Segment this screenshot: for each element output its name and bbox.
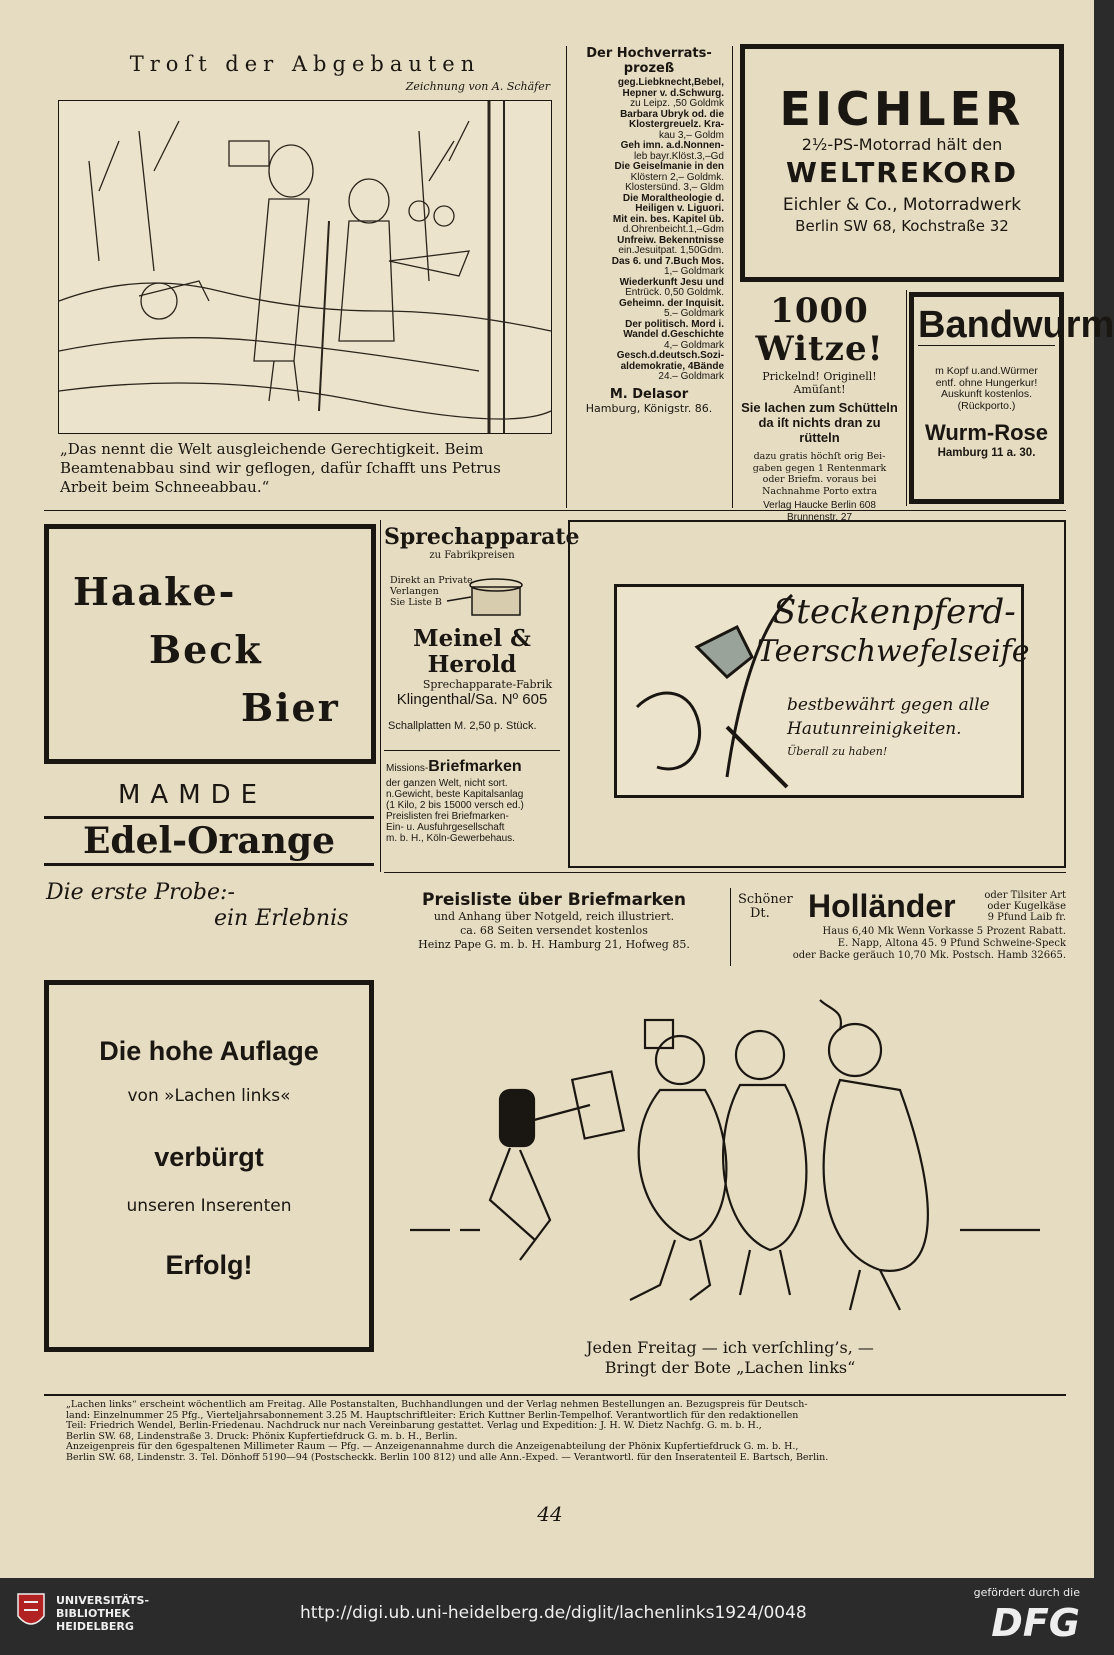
university-seal-icon [14,1590,48,1632]
hochverrat-book-entry: Wiederkunft Jesu und [619,276,724,288]
hochverrat-book-entry: Die Geiselmanie in den [614,161,724,172]
cartoon-credit: Zeichnung von A. Schäfer [405,80,550,93]
hochverrat-book-entry: 24.– Goldmark [658,371,724,382]
bandwurm-text: m Kopf u.and.Würmer [935,365,1038,377]
steckenpferd-claim: Überall zu haben! [787,745,888,758]
column-rule [380,520,381,872]
hochverrat-book-entry: leb bayr.Klöst.3,–Gd [633,150,724,162]
mamde-script: Die erste Probe:- [46,880,235,905]
hochverrat-book-entry: Hepner v. d.Schwurg. [622,87,724,99]
cartoon-top-illustration [58,100,552,434]
haake-beck-ad [44,524,376,764]
preisliste-title: Preisliste über Briefmarken [422,890,686,910]
bandwurm-title: Bandwurm [918,304,1114,346]
hochverrat-ad [568,46,730,415]
auflage-ad [44,980,374,1352]
hochverrat-book-entry: Klostersünd. 3,– Gldm [625,182,724,193]
hochverrat-book-entry: kau 3,– Goldm [658,129,724,141]
snow-shoveling-drawing [59,101,551,433]
library-name: BIBLIOTHEK [56,1607,131,1620]
haake-word: Beck [149,627,263,672]
hochverrat-book-entry: Unfreiw. Bekenntnisse [617,234,724,246]
steckenpferd-claim: Hautunreinigkeiten. [787,719,962,739]
hochverrat-address: Hamburg, Königstr. 86. [585,401,713,415]
funded-by: gefördert durch die [973,1586,1080,1599]
hochverrat-book-entry: geg.Liebknecht,Bebel, [617,77,724,88]
eichler-address: Berlin SW 68, Kochstraße 32 [795,217,1009,235]
hollaender-text: oder Backe geräuch 10,70 Mk. Postsch. Hamb 32665. [792,950,1066,961]
mamde-top: MAMDE [118,780,268,810]
column-rule [566,46,567,508]
sprech-title: Sprechapparate [384,524,580,550]
witze-small: gaben gegen 1 Rentenmark [752,462,887,474]
mamde-brand: Edel-Orange [44,816,374,866]
hollaender-right: oder Tilsiter Art [984,890,1066,901]
sprech-list: Verlangen Sie Liste B [390,586,442,608]
dfg-logo: DFG [991,1601,1080,1645]
hollaender-right: 9 Pfund Laib fr. [987,912,1066,923]
bandwurm-text: Auskunft kostenlos. [940,388,1033,400]
row-rule [44,510,1066,511]
missions-line: Ein- u. Ausfuhrgesellschaft [386,822,505,833]
missions-title: Briefmarken [428,758,522,775]
bandwurm-address: Hamburg 11 a. 30. [937,447,1036,459]
column-rule [906,290,907,506]
hochverrat-publisher: M. Delasor [609,386,689,402]
imprint-line: Teil: Friedrich Wendel, Berlin-Friedenau. Nachdruck nur nach Vereinbarung gestattet. Verlag und Expedition: J. H. W. Dietz Nachfg. G. m. b. H., [66,1420,762,1431]
missions-line: n.Gewicht, beste Kapitalsanlag [386,789,524,800]
witze-small: dazu gratis höchſt orig Bei- [753,451,886,462]
hochverrat-book-entry: Gesch.d.deutsch.Sozi- [616,350,724,361]
witze-street: Brunnenstr. 27 [786,512,853,523]
sprech-brand: Meinel & Herold [413,625,531,678]
hochverrat-book-entry: aldemokratie, 4Bände [620,360,724,372]
sprech-direct: Direkt an Private [390,575,473,586]
hochverrat-book-entry: Heiligen v. Liguori. [635,203,724,214]
hochverrat-book-entry: zu Leipz. ,50 Goldmk [630,98,724,109]
cartoon-caption-line: „Das nennt die Welt ausgleichende Gerechtigkeit. Beim [60,440,484,458]
row-rule [384,872,1066,873]
cartoon-caption-line: Beamtenabbau sind wir geflogen, dafür ſchafft uns Petrus [60,459,501,477]
sprechapparate-ad [384,524,580,744]
imprint-text [66,1400,1041,1463]
preisliste-ad [384,890,724,952]
source-url-link[interactable]: http://digi.ub.uni-heidelberg.de/diglit/lachenlinks1924/0048 [300,1603,807,1623]
steckenpferd-panel [614,584,1030,798]
hochverrat-book-list [568,78,730,383]
hochverrat-title: Der Hochverrats- [586,46,712,61]
hochverrat-book-entry: Barbara Ubryk od. die [620,108,724,120]
missions-line: m. b. H., Köln-Gewerbehaus. [386,833,515,844]
witze-small: Nachnahme Porto extra [762,485,877,497]
auflage-line: verbürgt [154,1142,264,1172]
hochverrat-book-entry: Klostergreuelz. Kra- [628,119,724,130]
sprech-sub: zu Fabrikpreisen [429,550,515,561]
auflage-line: von »Lachen links« [127,1086,291,1106]
sprech-brand-sub: Sprechapparate-Fabrik [422,678,552,691]
hochverrat-book-entry: Klöstern 2,– Goldmk. [630,171,724,183]
preisliste-text: ca. 68 Seiten versendet kostenlos [460,924,648,937]
witze-bold: da iſt nichts dran zu [758,415,881,430]
hollaender-dt: Dt. [750,906,770,921]
column-rule [732,46,733,508]
witze-small: oder Briefm. voraus bei [762,474,877,485]
auflage-line: Erfolg! [165,1250,253,1280]
hollaender-right: oder Kugelkäse [987,901,1066,912]
haake-word: Bier [241,685,340,730]
hochverrat-book-entry: Das 6. und 7.Buch Mos. [611,255,724,267]
witze-title: 1000 Witze! [755,291,884,369]
imprint-line: Berlin SW. 68, Lindenstraße 3. Druck: Phönix Kupfertiefdruck G. m. b. H., Berlin. [66,1430,458,1442]
sprech-city: Klingenthal/Sa. Nº 605 [396,691,548,708]
witze-bold: rütteln [799,430,840,445]
bandwurm-brand: Wurm-Rose [924,420,1049,445]
hollaender-text: Haus 6,40 Mk Wenn Vorkasse 5 Prozent Rabatt. [822,926,1066,937]
sprech-records: Schallplatten M. 2,50 p. Stück. [388,720,537,732]
readers-chasing-courier-drawing [400,1000,1060,1330]
cartoon-title: Troſt der Abgebauten [129,52,481,76]
imprint-rule [44,1394,1066,1396]
hochverrat-book-entry: 1,– Goldmark [663,266,724,277]
steckenpferd-claim: bestbewährt gegen alle [787,695,990,715]
mamde-ad [44,780,374,940]
hollaender-ad [738,888,1066,968]
eichler-slogan: 2½-PS-Motorrad hält den [801,135,1003,154]
auflage-line: Die hohe Auflage [99,1036,319,1066]
bandwurm-text: (Rückporto.) [957,399,1016,412]
eichler-ad [740,44,1064,282]
imprint-line: Anzeigenpreis für den 6gespaltenen Millimeter Raum — Pfg. — Anzeigenannahme durch die Anzeigenabteilung der Phönix Kupfertiefdruck G. m. b. H., [66,1441,799,1452]
haake-word: Haake- [73,569,237,614]
bandwurm-text: entf. ohne Hungerkur! [935,376,1038,389]
hollaender-schoner: Schöner [738,892,793,907]
missions-line: der ganzen Welt, nicht sort. [386,778,508,789]
hochverrat-title: prozeß [623,61,675,76]
imprint-line: land: Einzelnummer 25 Pfg., Vierteljahrsabonnement 3.25 M. Hauptschriftleiter: Erich Kuttner Berlin-Tempelhof. Verantwortlich für den redaktionellen [66,1409,799,1421]
hochverrat-book-entry: d.Ohrenbeicht.1,–Gdm [622,224,724,235]
preisliste-text: Heinz Pape G. m. b. H. Hamburg 21, Hofweg 85. [418,938,690,951]
hochverrat-book-entry: Entrück. 0,50 Goldmk. [625,287,724,298]
column-rule [730,888,731,966]
bandwurm-ad [909,292,1114,504]
hochverrat-book-entry: Mit ein. bes. Kapitel üb. [612,213,724,225]
auflage-line: unseren Inserenten [126,1196,292,1216]
steckenpferd-brand: Teerschwefelseife [757,634,1030,669]
preisliste-text: und Anhang über Notgeld, reich illustriert. [433,910,675,923]
eichler-company: Eichler & Co., Motorradwerk [782,195,1022,215]
hollaender-text: E. Napp, Altona 45. 9 Pfund Schweine-Speck [837,938,1066,949]
hochverrat-book-entry: Wandel d.Geschichte [623,329,724,340]
cartoon-bottom-caption: Jeden Freitag — ich verſchling’s, — [586,1338,874,1357]
imprint-line: „Lachen links“ erscheint wöchentlich am Freitag. Alle Postanstalten, Buchhandlungen und der Verlag nehmen Bestellungen an. Bezugspreis für Deutsch- [66,1399,808,1410]
missions-line: (1 Kilo, 2 bis 15000 versch ed.) [386,800,524,811]
library-name: UNIVERSITÄTS- [56,1594,150,1607]
steckenpferd-brand: Steckenpferd- [773,592,1016,632]
witze-bold: Sie lachen zum Schütteln [741,400,898,415]
missions-line: Preislisten frei Briefmarken- [386,811,509,822]
witze-ad [737,291,902,523]
cartoon-bottom-caption: Bringt der Bote „Lachen links“ [604,1358,856,1377]
witze-text: Prickelnd! Originell! [762,370,877,383]
cartoon-bottom-illustration [400,1000,1060,1330]
missions-ad [386,756,560,866]
eichler-record: WELTREKORD [785,156,1019,189]
hollaender-brand: Holländer [808,888,956,924]
library-name: HEIDELBERG [56,1620,134,1633]
steckenpferd-ad [568,520,1066,868]
imprint-line: Berlin SW. 68, Lindenstr. 3. Tel. Dönhoff 5190—94 (Postscheckk. Berlin 100 812) und alle Ann.-Exped. — Verantwortl. für den Inseratenteil E. Bartsch, Berlin. [66,1451,829,1463]
hochverrat-book-entry: Geheimn. der Inquisit. [618,297,724,309]
row-rule [384,750,560,751]
witze-publisher: Verlag Haucke Berlin 608 [763,500,876,511]
missions-label: Missions- [386,763,429,774]
hochverrat-book-entry: Geh imn. a.d.Nonnen- [620,140,724,151]
hochverrat-book-entry: 5.– Goldmark [663,308,724,319]
cartoon-caption-line: Arbeit beim Schneeabbau.“ [60,478,270,496]
hochverrat-book-entry: Der politisch. Mord i. [625,318,724,330]
hochverrat-book-entry: 4,– Goldmark [663,339,724,351]
eichler-brand: EICHLER [779,82,1025,136]
page-number: 44 [537,1502,563,1526]
witze-text: Amüſant! [793,383,846,396]
viewer-footer [0,1578,1094,1655]
mamde-script: ein Erlebnis [214,906,349,931]
hochverrat-book-entry: Die Moraltheologie d. [622,192,724,204]
hochverrat-book-entry: ein.Jesuitpat. 1,50Gdm. [618,245,724,256]
missions-lines [386,778,560,844]
